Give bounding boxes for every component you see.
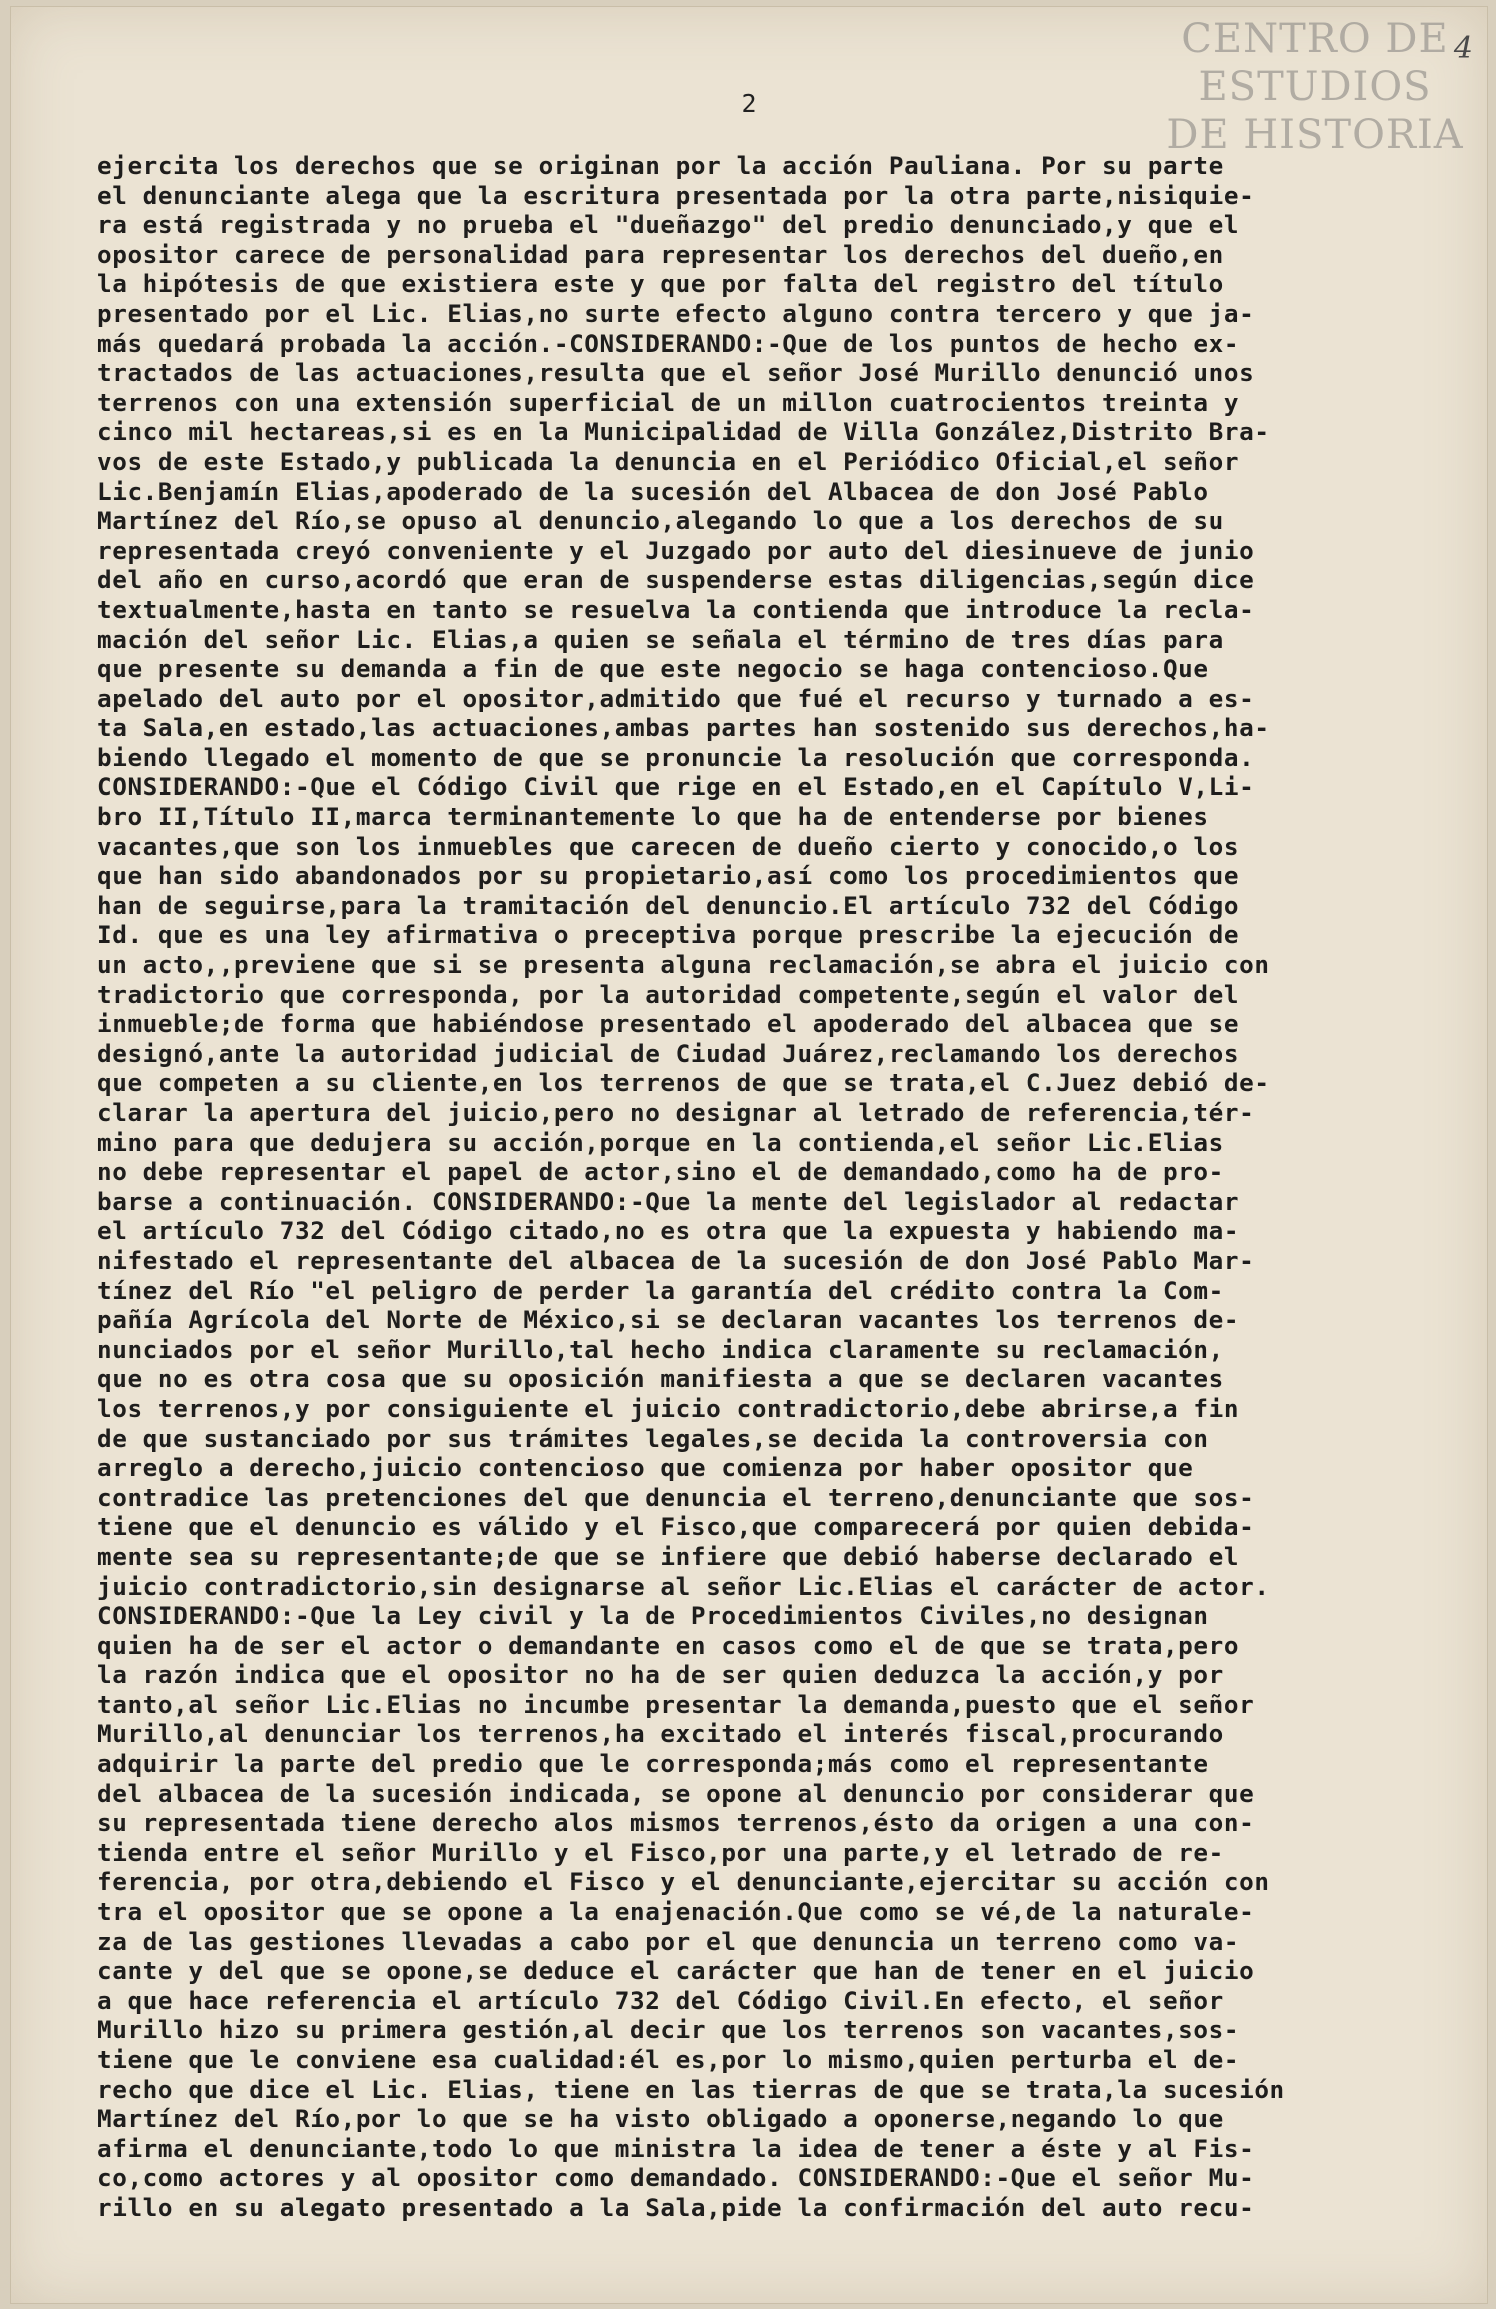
text-line: apelado del auto por el opositor,admitido que fué el recurso y turnado a es- <box>97 683 1255 713</box>
text-line: tractados de las actuaciones,resulta que el señor José Murillo denunció unos <box>97 358 1255 388</box>
watermark-line: ESTUDIOS <box>1198 64 1432 110</box>
text-line: bro II,Título II,marca terminantemente lo que ha de entenderse por bienes <box>97 802 1209 832</box>
text-line: la razón indica que el opositor no ha de ser quien deduzca la acción,y por <box>97 1660 1224 1690</box>
text-line: mación del señor Lic. Elias,a quien se señala el término de tres días para <box>97 624 1224 654</box>
text-line: tiene que le conviene esa cualidad:él es,por lo mismo,quien perturba el de- <box>97 2045 1240 2074</box>
text-line: designó,ante la autoridad judicial de Ciudad Juárez,reclamando los derechos <box>97 1038 1240 1068</box>
text-line: de que sustanciado por sus trámites legales,se decida la controversia con <box>97 1423 1209 1453</box>
text-line: cinco mil hectareas,si es en la Municipalidad de Villa González,Distrito Bra- <box>97 417 1270 447</box>
text-line: su representada tiene derecho alos mismos terrenos,ésto da origen a una con- <box>97 1808 1255 1838</box>
watermark-line: CENTRO DE <box>1181 16 1449 62</box>
text-line: vos de este Estado,y publicada la denuncia en el Periódico Oficial,el señor <box>97 446 1240 476</box>
text-line: adquirir la parte del predio que le corresponda;más como el representante <box>97 1749 1209 1779</box>
text-line: inmueble;de forma que habiéndose presentado el apoderado del albacea que se <box>97 1009 1240 1039</box>
text-line: cante y del que se opone,se deduce el carácter que han de tener en el juicio <box>97 1956 1255 1986</box>
text-line: que presente su demanda a fin de que este negocio se haga contencioso.Que <box>97 654 1209 684</box>
text-line: biendo llegado el momento de que se pronuncie la resolución que corresponda. <box>97 742 1255 772</box>
text-line: ta Sala,en estado,las actuaciones,ambas partes han sostenido sus derechos,ha- <box>97 713 1270 743</box>
text-line: arreglo a derecho,juicio contencioso que comienza por haber opositor que <box>97 1453 1194 1483</box>
watermark-line: DE HISTORIA <box>1166 112 1464 158</box>
document-page <box>10 6 1488 2304</box>
text-line: del albacea de la sucesión indicada, se opone al denuncio por considerar que <box>97 1778 1255 1808</box>
text-line: rillo en su alegato presentado a la Sala,pide la confirmación del auto recu- <box>97 2192 1255 2222</box>
text-line: ejercita los derechos que se originan por la acción Pauliana. Por su parte <box>97 151 1224 180</box>
text-line: nunciados por el señor Murillo,tal hecho indica claramente su reclamación, <box>97 1334 1224 1364</box>
text-line: que no es otra cosa que su oposición manifiesta a que se declaren vacantes <box>97 1364 1224 1394</box>
text-line: la hipótesis de que existiera este y que por falta del registro del título <box>97 269 1224 299</box>
text-line: los terrenos,y por consiguiente el juicio contradictorio,debe abrirse,a fin <box>97 1393 1240 1423</box>
text-line: Murillo,al denunciar los terrenos,ha excitado el interés fiscal,procurando <box>97 1719 1224 1749</box>
text-line: tradictorio que corresponda, por la autoridad competente,según el valor del <box>97 979 1240 1009</box>
text-line: contradice las pretenciones del que denuncia el terreno,denunciante que sos- <box>97 1482 1255 1512</box>
text-line: afirma el denunciante,todo lo que ministra la idea de tener a éste y al Fis- <box>97 2133 1255 2163</box>
text-line: Lic.Benjamín Elias,apoderado de la sucesión del Albacea de don José Pablo <box>97 476 1209 506</box>
text-line: Murillo hizo su primera gestión,al decir que los terrenos son vacantes,sos- <box>97 2015 1240 2045</box>
text-line: clarar la apertura del juicio,pero no designar al letrado de referencia,tér- <box>97 1098 1255 1127</box>
text-line: representada creyó conveniente y el Juzgado por auto del diesinueve de junio <box>97 535 1255 565</box>
text-line: han de seguirse,para la tramitación del denuncio.El artículo 732 del Código <box>97 890 1240 920</box>
text-line: Id. que es una ley afirmativa o preceptiva porque prescribe la ejecución de <box>97 920 1240 950</box>
page-number: 2 <box>741 89 757 118</box>
archive-watermark <box>1165 15 1465 159</box>
text-line: a que hace referencia el artículo 732 del Código Civil.En efecto, el señor <box>97 1985 1224 2015</box>
text-line: del año en curso,acordó que eran de suspenderse estas diligencias,según dice <box>97 565 1255 595</box>
text-line: CONSIDERANDO:-Que el Código Civil que rige en el Estado,en el Capítulo V,Li- <box>97 772 1255 802</box>
text-line: tiene que el denuncio es válido y el Fisco,que comparecerá por quien debida- <box>97 1512 1255 1542</box>
text-line: Martínez del Río,se opuso al denuncio,alegando lo que a los derechos de su <box>97 506 1224 536</box>
text-line: tra el opositor que se opone a la enajenación.Que como se vé,de la naturale- <box>97 1897 1255 1927</box>
document-body <box>97 151 1477 2223</box>
text-line: juicio contradictorio,sin designarse al señor Lic.Elias el carácter de actor. <box>97 1571 1270 1601</box>
text-line: mino para que dedujera su acción,porque en la contienda,el señor Lic.Elias <box>97 1127 1224 1157</box>
text-line: ferencia, por otra,debiendo el Fisco y el denunciante,ejercitar su acción con <box>97 1867 1270 1897</box>
text-line: barse a continuación. CONSIDERANDO:-Que la mente del legislador al redactar <box>97 1186 1240 1216</box>
text-line: opositor carece de personalidad para representar los derechos del dueño,en <box>97 239 1224 269</box>
text-line: terrenos con una extensión superficial de un millon cuatrocientos treinta y <box>97 387 1240 417</box>
text-line: za de las gestiones llevadas a cabo por el que denuncia un terreno como va- <box>97 1926 1240 1956</box>
text-line: más quedará probada la acción.-CONSIDERANDO:-Que de los puntos de hecho ex- <box>97 328 1240 358</box>
text-line: presentado por el Lic. Elias,no surte efecto alguno contra tercero y que ja- <box>97 298 1255 328</box>
text-line: CONSIDERANDO:-Que la Ley civil y la de Procedimientos Civiles,no designan <box>97 1601 1209 1631</box>
text-line: ra está registrada y no prueba el "dueñazgo" del predio denunciado,y que el <box>97 210 1240 240</box>
text-line: vacantes,que son los inmuebles que carecen de dueño cierto y conocido,o los <box>97 831 1240 861</box>
folio-mark: 4 <box>1453 31 1473 66</box>
text-line: quien ha de ser el actor o demandante en casos como el de que se trata,pero <box>97 1630 1240 1660</box>
text-line: Martínez del Río,por lo que se ha visto obligado a oponerse,negando lo que <box>97 2104 1224 2134</box>
text-line: tienda entre el señor Murillo y el Fisco,por una parte,y el letrado de re- <box>97 1837 1224 1867</box>
text-line: pañía Agrícola del Norte de México,si se declaran vacantes los terrenos de- <box>97 1305 1240 1335</box>
text-line: el artículo 732 del Código citado,no es otra que la expuesta y habiendo ma- <box>97 1216 1240 1246</box>
text-line: textualmente,hasta en tanto se resuelva la contienda que introduce la recla- <box>97 594 1255 624</box>
text-line: recho que dice el Lic. Elias, tiene en las tierras de que se trata,la sucesión <box>97 2074 1285 2104</box>
text-line: que competen a su cliente,en los terrenos de que se trata,el C.Juez debió de- <box>97 1068 1270 1098</box>
text-line: no debe representar el papel de actor,sino el de demandado,como ha de pro- <box>97 1157 1224 1187</box>
text-line: el denunciante alega que la escritura presentada por la otra parte,nisiquie- <box>97 180 1255 210</box>
text-line: un acto,,previene que si se presenta alguna reclamación,se abra el juicio con <box>97 950 1270 980</box>
text-line: mente sea su representante;de que se infiere que debió haberse declarado el <box>97 1541 1240 1571</box>
text-line: co,como actores y al opositor como demandado. CONSIDERANDO:-Que el señor Mu- <box>97 2163 1255 2193</box>
text-line: nifestado el representante del albacea de la sucesión de don José Pablo Mar- <box>97 1245 1255 1275</box>
text-line: que han sido abandonados por su propietario,así como los procedimientos que <box>97 861 1240 891</box>
text-line: tanto,al señor Lic.Elias no incumbe presentar la demanda,puesto que el señor <box>97 1689 1255 1719</box>
text-line: tínez del Río "el peligro de perder la garantía del crédito contra la Com- <box>97 1275 1224 1305</box>
